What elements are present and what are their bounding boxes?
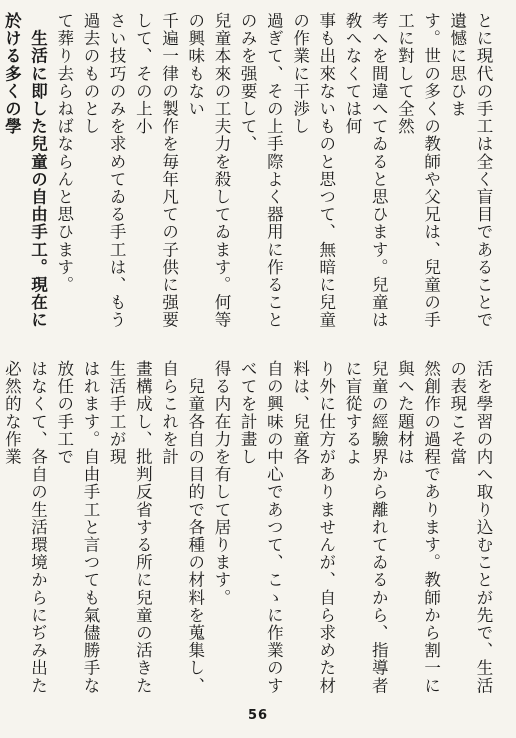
text-column: 畫構成し、批判反省する所に兒童の活きた生活手工が現 [107, 360, 153, 695]
text-column: 得る内在力を有して居ります。 [211, 360, 231, 607]
text-column: 自の興味の中心であつて、こゝに作業のすべてを計畫し [238, 360, 284, 695]
text-column: はなくて、各自の生活環境からにぢみ出た必然的な作業 [2, 360, 48, 695]
text-column: 兒童本來の工夫力を殺してゐます。何等の興味もない [185, 12, 231, 329]
text-column: はれます。自由手工と言つても氣儘勝手な放任の手工で [54, 360, 100, 695]
text-column: 然創作の過程であります。教師から割一に與へた題材は [395, 360, 441, 695]
page-number: 56 [247, 708, 269, 723]
text-column: 事も出來ないものと思つて、無暗に兒童の作業に干渉し [290, 12, 336, 329]
text-column: 考へを間違へてゐると思ひます。兒童は敎へなくては何 [342, 12, 389, 329]
text-column: す。世の多くの教師や父兄は、兒童の手工に對して全然 [395, 12, 441, 329]
text-column: 兒童の經驗界から離れてゐるから、指導者に盲從するよ [342, 360, 389, 695]
text-column: 活を學習の内へ取り込むことが先で、生活の表現こそ當 [447, 360, 493, 695]
text-column: て葬り去らねばならんと思ひます。 [54, 12, 74, 294]
text-column: 兒童各自の目的で各種の材料を蒐集し、自らこれを計 [159, 360, 205, 695]
upper-text-block [2, 12, 496, 340]
text-column: とに現代の手工は全く盲目であることで遺憾に思ひま [447, 12, 493, 329]
text-column: 過ぎて、その上手際よく器用に作ることのみを强要して、 [238, 12, 284, 329]
text-column: り外に仕方がありませんが、自ら求めた材料は、兒童各 [290, 360, 336, 695]
lower-text-block [2, 360, 496, 700]
text-column: さい技巧のみを求めてゐる手工は、もう過去のものとし [80, 12, 127, 329]
text-column: 生活に即した兒童の自由手工。現在に於ける多くの學 [2, 12, 48, 329]
text-column: 千遍一律の製作を毎年凡ての子供に强要して、その上小 [133, 12, 179, 329]
